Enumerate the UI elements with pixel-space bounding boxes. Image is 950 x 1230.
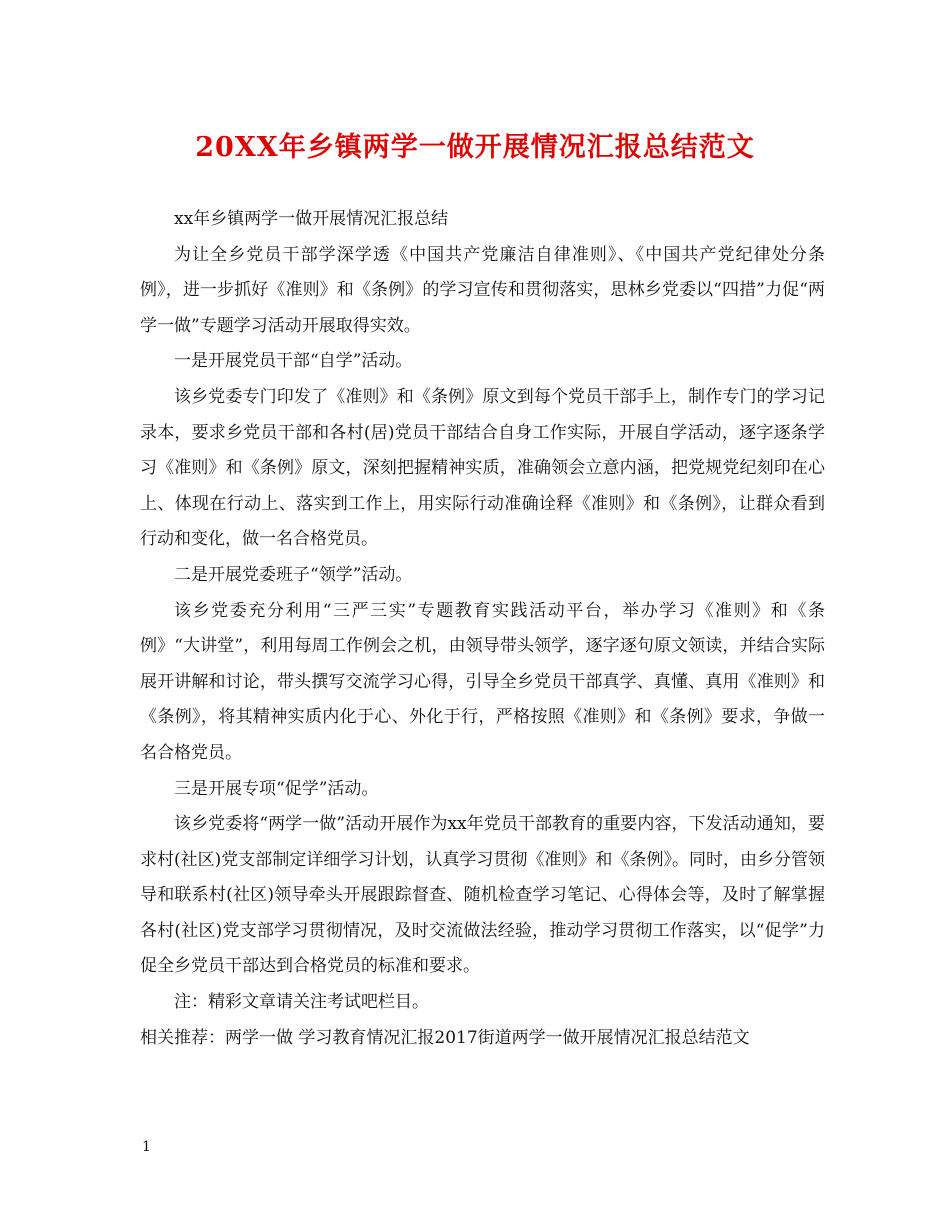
paragraph-intro: 为让全乡党员干部学深学透《中国共产党廉洁自律准则》、《中国共产党纪律处分条例》，进一步抓好《准则》和《条例》的学习宣传和贯彻落实，思林乡党委以“四措”力促“两学一做”专题学习活动开展取得实效。 [140, 244, 825, 336]
page-number: 1 [142, 1139, 151, 1155]
paragraph-heading-1: 一是开展党员干部“自学”活动。 [174, 351, 413, 372]
paragraph-heading-3: 三是开展专项“促学”活动。 [174, 778, 379, 799]
related-recommendation: 相关推荐：两学一做 学习教育情况汇报2017街道两学一做开展情况汇报总结范文 [140, 1027, 750, 1048]
paragraph-body-3: 该乡党委将“两学一做”活动开展作为xx年党员干部教育的重要内容，下发活动通知，要求村(社区)党支部制定详细学习计划，认真学习贯彻《准则》和《条例》。同时，由乡分管领导和联系村(社区)领导牵头开展跟踪督查、随机检查学习笔记、心得体会等，及时了解掌握各村(社区)党支部学习贯彻情况，及时交流做法经验，推动学习贯彻工作落实，以“促学”力促全乡党员干部达到合格党员的标准和要求。 [140, 814, 825, 977]
paragraph-body-2: 该乡党委充分利用“三严三实”专题教育实践活动平台，举办学习《准则》和《条例》“大讲堂”，利用每周工作例会之机，由领导带头领学，逐字逐句原文领读，并结合实际展开讲解和讨论，带头撰写交流学习心得，引导全乡党员干部真学、真懂、真用《准则》和《条例》，将其精神实质内化于心、外化于行，严格按照《准则》和《条例》要求，争做一名合格党员。 [140, 600, 825, 763]
paragraph-body-1: 该乡党委专门印发了《准则》和《条例》原文到每个党员干部手上，制作专门的学习记录本，要求乡党员干部和各村(居)党员干部结合自身工作实际，开展自学活动，逐字逐条学习《准则》和《条例》原文，深刻把握精神实质，准确领会立意内涵，把党规党纪刻印在心上、体现在行动上、落实到工作上，用实际行动准确诠释《准则》和《条例》，让群众看到行动和变化，做一名合格党员。 [140, 386, 825, 550]
document-body [140, 202, 825, 1056]
paragraph-subtitle: xx年乡镇两学一做开展情况汇报总结 [174, 209, 449, 229]
paragraph-note: 注：精彩文章请关注考试吧栏目。 [174, 992, 429, 1013]
document-title: 20XX年乡镇两学一做开展情况汇报总结范文 [195, 132, 755, 163]
paragraph-heading-2: 二是开展党委班子“领学”活动。 [174, 564, 413, 585]
